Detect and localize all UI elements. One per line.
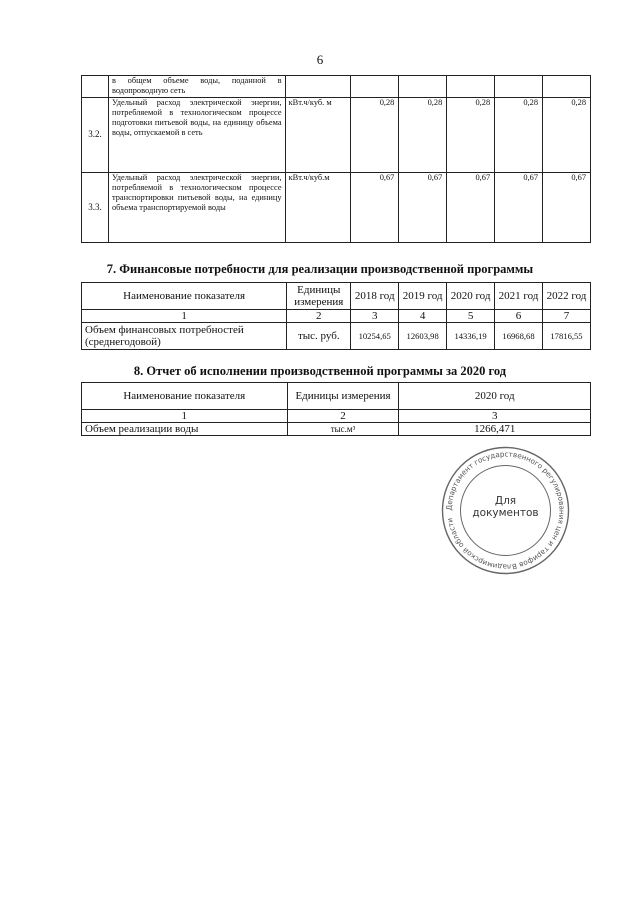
column-number-row [82, 310, 591, 323]
unit-cell: тыс. руб. [287, 323, 351, 350]
value-cell: 0,28 [399, 97, 447, 172]
header-name: Наименование показателя [82, 283, 287, 310]
indicator-desc-cell: Удельный расход электрической энергии, потребляемой в технологическом процессе транспортировки питьевой воды, на единицу объема транспортируемой воды [108, 172, 285, 242]
indicators-table [81, 75, 591, 243]
header-year: 2022 год [542, 283, 590, 310]
indicator-desc-cell: в общем объеме воды, поданной в водопроводную сеть [108, 76, 285, 98]
indicator-name: Объем финансовых потребностей (среднегодовой) [82, 323, 287, 350]
indicator-name: Объем реализации воды [82, 423, 288, 436]
value-cell: 0,67 [351, 172, 399, 242]
section-7-title: 7. Финансовые потребности для реализации производственной программы [106, 262, 534, 276]
table-row [82, 323, 591, 350]
program-report-table [81, 382, 591, 436]
column-number: 1 [82, 410, 288, 423]
stamp-center-text: Для документов [472, 495, 539, 519]
column-number: 7 [542, 310, 590, 323]
value-cell: 17816,55 [542, 323, 590, 350]
column-number: 1 [82, 310, 287, 323]
value-cell: 0,67 [399, 172, 447, 242]
financial-needs-table [81, 282, 591, 350]
value-cell: 0,28 [351, 97, 399, 172]
column-number: 2 [287, 410, 399, 423]
unit-cell: тыс.м³ [287, 423, 399, 436]
table-row [82, 423, 591, 436]
value-cell: 0,28 [447, 97, 495, 172]
row-number-cell: 3.2. [82, 97, 109, 172]
column-number: 3 [399, 410, 591, 423]
table-row [82, 172, 591, 242]
table-row [82, 76, 591, 98]
table-header-row [82, 283, 591, 310]
table-header-row [82, 383, 591, 410]
row-number-cell [82, 76, 109, 98]
value-cell: 0,67 [543, 172, 591, 242]
unit-cell: кВт.ч/куб. м [285, 97, 351, 172]
unit-cell: кВт.ч/куб.м [285, 172, 351, 242]
column-number: 6 [495, 310, 543, 323]
value-cell: 10254,65 [351, 323, 399, 350]
value-cell: 1266,471 [399, 423, 591, 436]
indicator-desc-cell: Удельный расход электрической энергии, потребляемой в технологическом процессе подготовки питьевой воды, на единицу объема воды, отпускаемой в сеть [108, 97, 285, 172]
value-cell: 14336,19 [447, 323, 495, 350]
value-cell: 16968,68 [495, 323, 543, 350]
value-cell: 12603,98 [399, 323, 447, 350]
table-row [82, 97, 591, 172]
column-number-row [82, 410, 591, 423]
page-number: 6 [316, 52, 324, 67]
column-number: 5 [447, 310, 495, 323]
value-cell: 0,67 [447, 172, 495, 242]
header-year: 2021 год [495, 283, 543, 310]
section-8-title: 8. Отчет об исполнении производственной программы за 2020 год [133, 364, 507, 378]
header-year: 2018 год [351, 283, 399, 310]
header-year: 2020 год [399, 383, 591, 410]
header-year: 2020 год [447, 283, 495, 310]
value-cell: 0,28 [543, 97, 591, 172]
column-number: 4 [399, 310, 447, 323]
value-cell: 0,28 [495, 97, 543, 172]
header-unit: Единицы измерения [287, 283, 351, 310]
row-number-cell: 3.3. [82, 172, 109, 242]
header-unit: Единицы измерения [287, 383, 399, 410]
header-name: Наименование показателя [82, 383, 288, 410]
stamp-ring-text: Департамент государственного регулирования цен и тарифов Владимирской области [444, 449, 567, 572]
column-number: 3 [351, 310, 399, 323]
column-number: 2 [287, 310, 351, 323]
header-year: 2019 год [399, 283, 447, 310]
value-cell: 0,67 [495, 172, 543, 242]
